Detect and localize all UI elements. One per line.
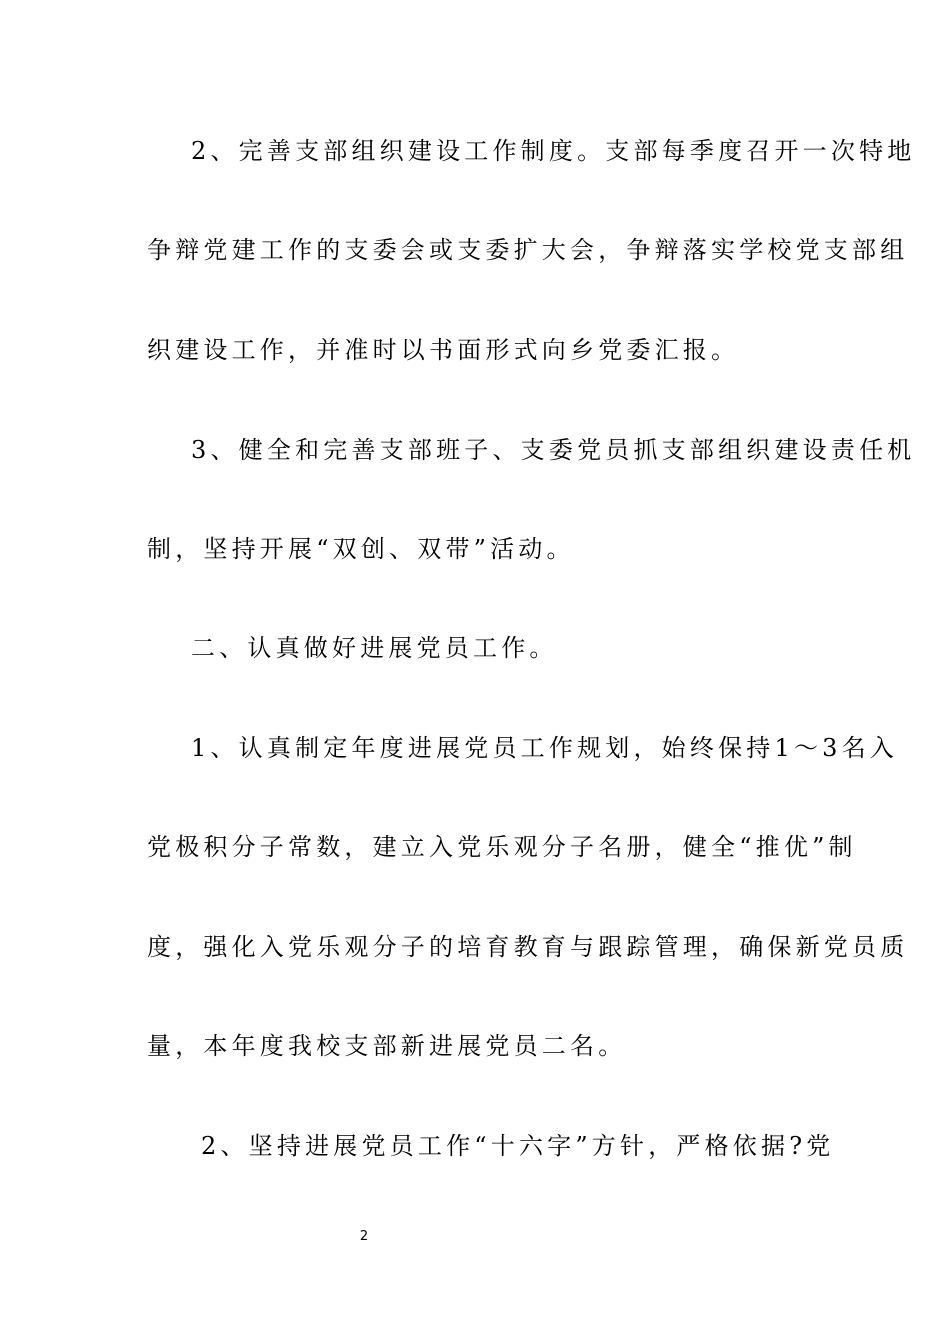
page-number: 2 [359, 1229, 369, 1244]
paragraph-line: 2、坚持进展党员工作“十六字”方针，严格依据?党 [201, 1132, 835, 1160]
paragraph-line: 争辩党建工作的支委会或支委扩大会，争辩落实学校党支部组 [147, 236, 909, 264]
paragraph-line: 度，强化入党乐观分子的培育教育与跟踪管理，确保新党员质 [147, 933, 909, 961]
paragraph-line: 2、完善支部组织建设工作制度。支部每季度召开一次特地 [191, 137, 916, 165]
paragraph-line: 织建设工作，并准时以书面形式向乡党委汇报。 [147, 336, 740, 364]
paragraph-line: 党极积分子常数，建立入党乐观分子名册，健全“推优”制 [147, 833, 857, 861]
paragraph-line: 1、认真制定年度进展党员工作规划，始终保持1～3名入 [191, 734, 899, 762]
section-heading: 二、认真做好进展党员工作。 [191, 634, 558, 662]
paragraph-line: 3、健全和完善支部班子、支委党员抓支部组织建设责任机 [191, 436, 916, 464]
paragraph-line: 制，坚持开展“双创、双带”活动。 [147, 535, 575, 563]
paragraph-line: 量，本年度我校支部新进展党员二名。 [147, 1032, 627, 1060]
